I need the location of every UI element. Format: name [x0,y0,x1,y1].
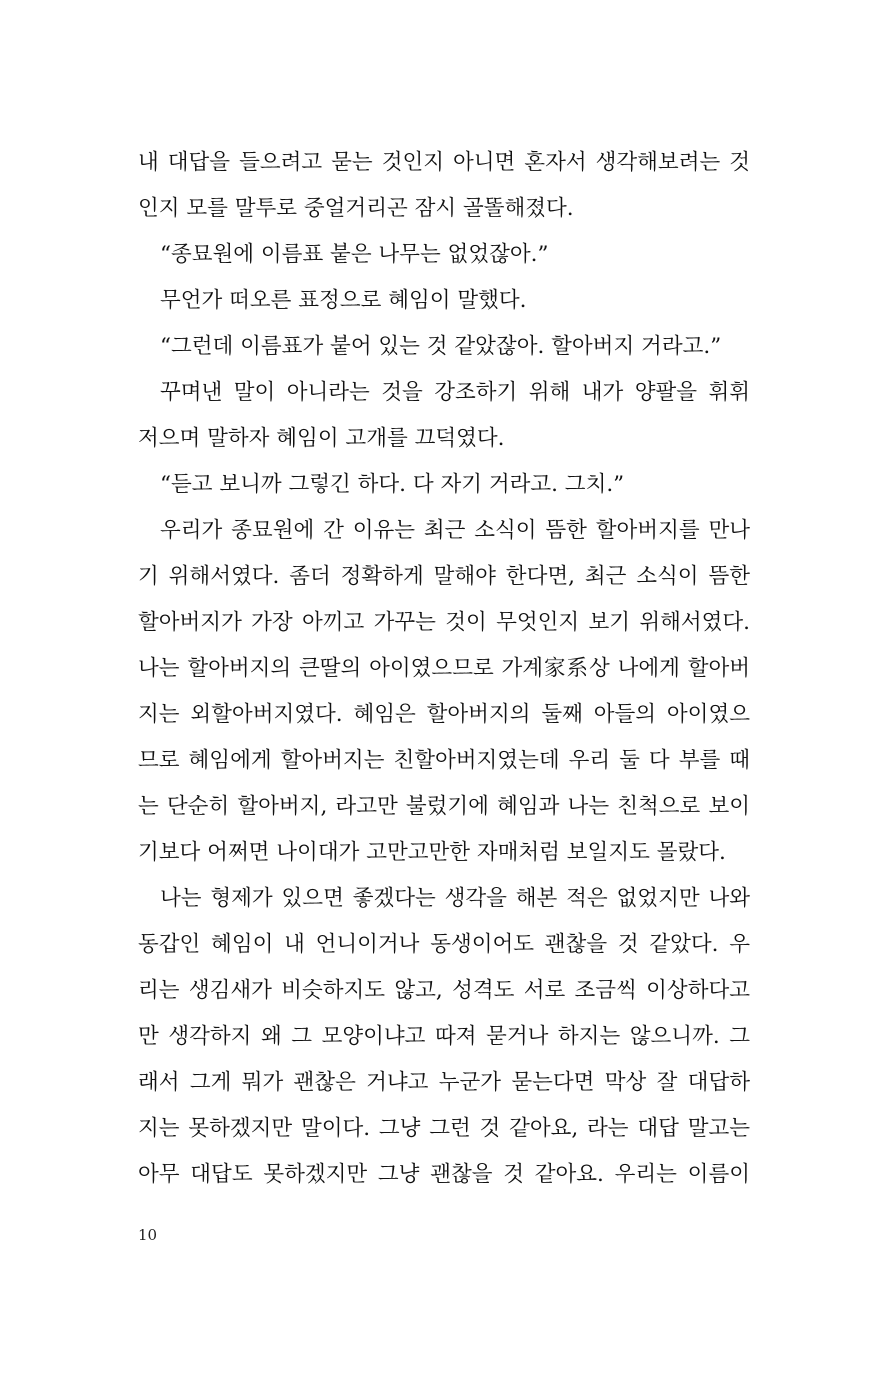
text-line: 리는 생김새가 비슷하지도 않고, 성격도 서로 조금씩 이상하다고 [138,978,750,1003]
text-line: 므로 혜임에게 할아버지는 친할아버지였는데 우리 둘 다 부를 때 [138,748,750,773]
text-line: 저으며 말하자 혜임이 고개를 끄덕였다. [138,426,505,451]
text-line: 기 위해서였다. 좀더 정확하게 말해야 한다면, 최근 소식이 뜸한 [138,564,750,589]
text-line: 나는 형제가 있으면 좋겠다는 생각을 해본 적은 없었지만 나와 [160,886,750,911]
text-line: 래서 그게 뭐가 괜찮은 거냐고 누군가 묻는다면 막상 잘 대답하 [138,1070,750,1095]
text-line: 꾸며낸 말이 아니라는 것을 강조하기 위해 내가 양팔을 휘휘 [160,380,750,405]
text-line: 무언가 떠오른 표정으로 혜임이 말했다. [160,288,527,313]
text-line: 아무 대답도 못하겠지만 그냥 괜찮을 것 같아요. 우리는 이름이 [138,1162,750,1187]
text-line: 내 대답을 들으려고 묻는 것인지 아니면 혼자서 생각해보려는 것 [138,150,750,175]
text-line: 동갑인 혜임이 내 언니이거나 동생이어도 괜찮을 것 같았다. 우 [138,932,750,957]
text-line: 기보다 어쩌면 나이대가 고만고만한 자매처럼 보일지도 몰랐다. [138,840,726,865]
text-line: “듣고 보니까 그렇긴 하다. 다 자기 거라고. 그치.” [160,472,625,497]
text-line: “그런데 이름표가 붙어 있는 것 같았잖아. 할아버지 거라고.” [160,334,722,359]
text-line: “종묘원에 이름표 붙은 나무는 없었잖아.” [160,242,549,267]
text-line: 지는 못하겠지만 말이다. 그냥 그런 것 같아요, 라는 대답 말고는 [138,1116,750,1141]
text-line: 나는 할아버지의 큰딸의 아이였으므로 가계家系상 나에게 할아버 [138,656,750,681]
page-number: 10 [138,1226,158,1244]
body-text [138,140,750,1198]
text-line: 만 생각하지 왜 그 모양이냐고 따져 묻거나 하지는 않으니까. 그 [138,1024,750,1049]
text-line: 는 단순히 할아버지, 라고만 불렀기에 혜임과 나는 친척으로 보이 [138,794,750,819]
text-line: 지는 외할아버지였다. 혜임은 할아버지의 둘째 아들의 아이였으 [138,702,750,727]
text-line: 우리가 종묘원에 간 이유는 최근 소식이 뜸한 할아버지를 만나 [160,518,750,543]
text-line: 할아버지가 가장 아끼고 가꾸는 것이 무엇인지 보기 위해서였다. [138,610,750,635]
text-line: 인지 모를 말투로 중얼거리곤 잠시 골똘해졌다. [138,196,574,221]
